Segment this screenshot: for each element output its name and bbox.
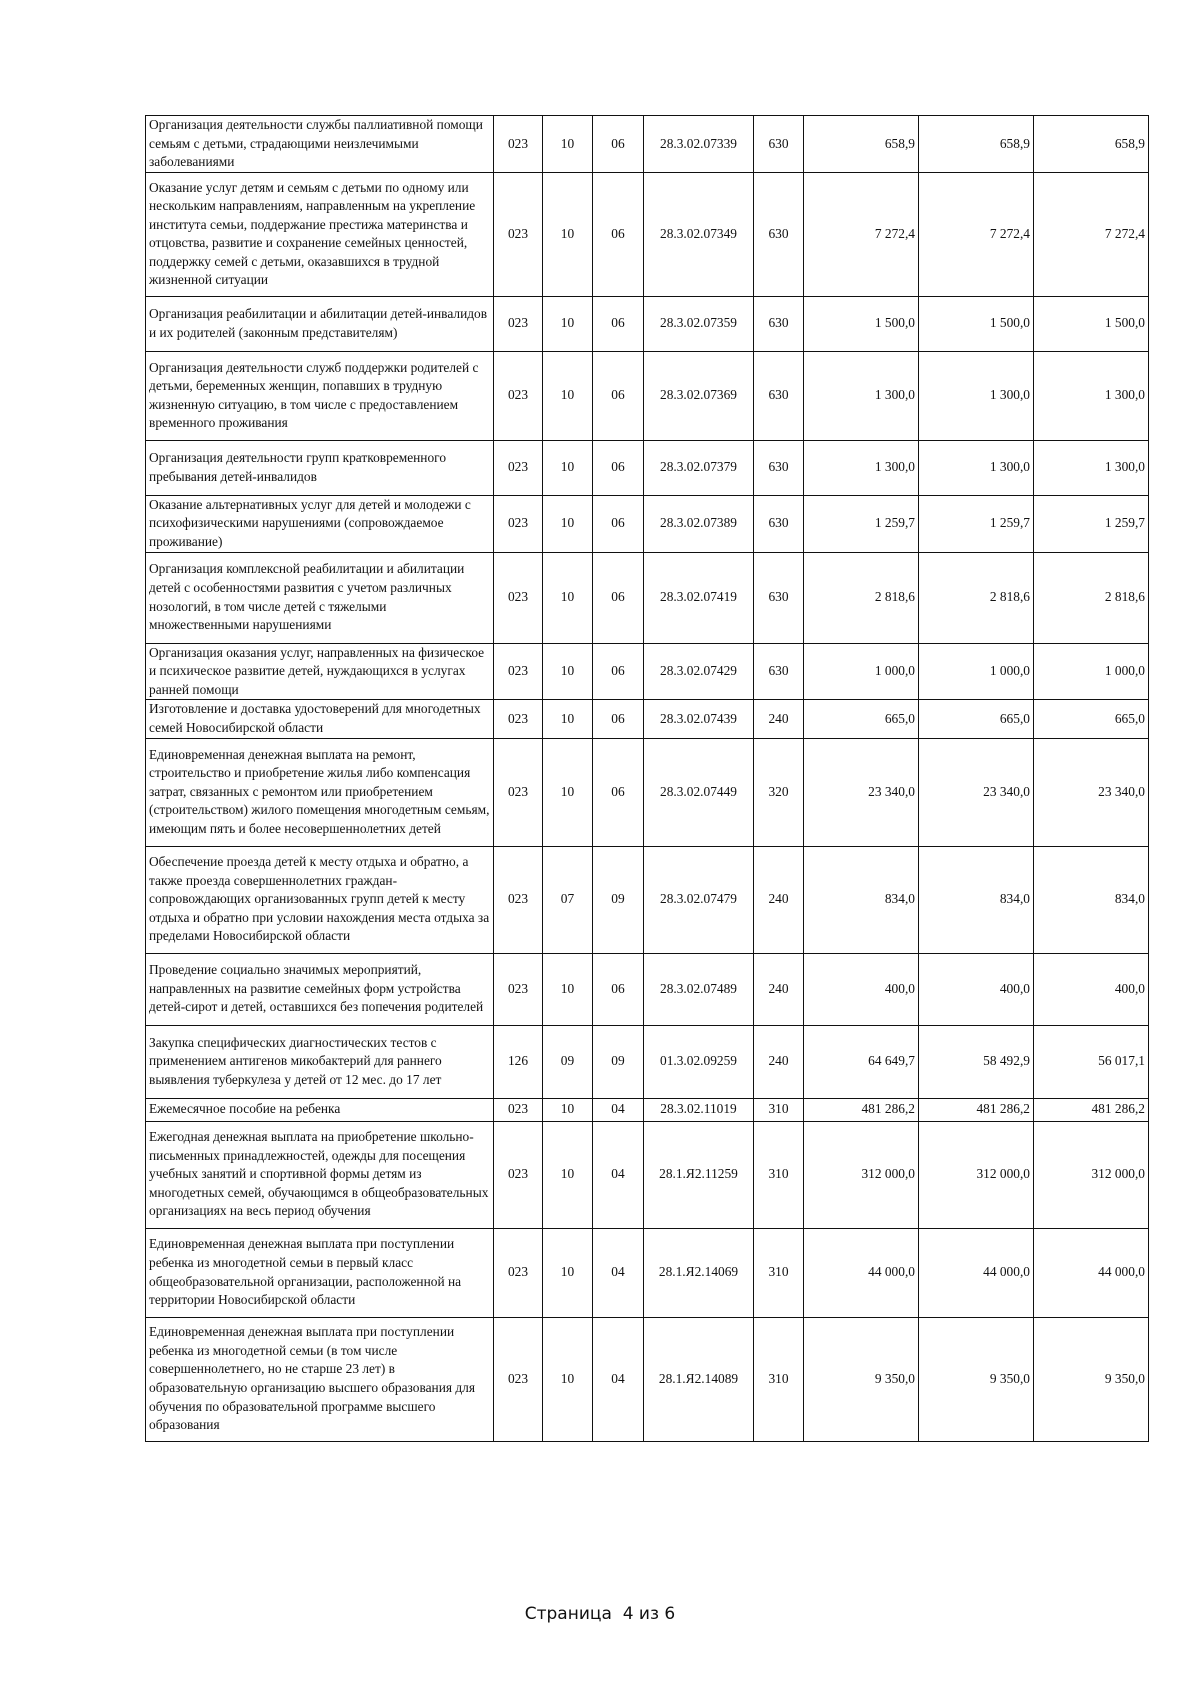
row-expense-type-code: 240 xyxy=(754,700,804,738)
row-amount-2: 9 350,0 xyxy=(919,1317,1034,1441)
row-amount-3: 56 017,1 xyxy=(1034,1025,1149,1098)
table-row xyxy=(146,700,1149,738)
row-amount-1: 64 649,7 xyxy=(804,1025,919,1098)
row-grbs-code: 023 xyxy=(494,296,543,351)
row-section-code: 10 xyxy=(543,351,593,440)
row-grbs-code: 023 xyxy=(494,172,543,296)
row-target-article-code: 28.3.02.07379 xyxy=(644,440,754,495)
row-grbs-code: 023 xyxy=(494,116,543,173)
row-amount-1: 312 000,0 xyxy=(804,1121,919,1228)
row-target-article-code: 28.1.Я2.14069 xyxy=(644,1228,754,1317)
row-grbs-code: 023 xyxy=(494,552,543,643)
row-grbs-code: 023 xyxy=(494,440,543,495)
row-section-code: 10 xyxy=(543,738,593,846)
row-amount-3: 1 000,0 xyxy=(1034,643,1149,700)
row-target-article-code: 28.3.02.07389 xyxy=(644,495,754,552)
row-amount-1: 23 340,0 xyxy=(804,738,919,846)
row-subsection-code: 06 xyxy=(593,738,644,846)
row-subsection-code: 06 xyxy=(593,643,644,700)
row-name: Ежегодная денежная выплата на приобретение школьно-письменных принадлежностей, одежды для посещения учебных занятий и спортивной формы детям из многодетных семей, обучающимся в общеобразовательных организациях на весь период обучения xyxy=(146,1121,494,1228)
row-name: Проведение социально значимых мероприятий, направленных на развитие семейных форм устройства детей-сирот и детей, оставшихся без попечения родителей xyxy=(146,953,494,1025)
row-subsection-code: 09 xyxy=(593,1025,644,1098)
row-amount-3: 1 500,0 xyxy=(1034,296,1149,351)
row-section-code: 10 xyxy=(543,700,593,738)
row-amount-1: 665,0 xyxy=(804,700,919,738)
row-target-article-code: 28.3.02.07449 xyxy=(644,738,754,846)
row-section-code: 10 xyxy=(543,1228,593,1317)
row-grbs-code: 023 xyxy=(494,846,543,953)
row-section-code: 10 xyxy=(543,643,593,700)
row-name: Оказание альтернативных услуг для детей и молодежи с психофизическими нарушениями (сопровождаемое проживание) xyxy=(146,495,494,552)
page-number-label: Страница xyxy=(524,1604,612,1624)
row-amount-3: 23 340,0 xyxy=(1034,738,1149,846)
row-amount-2: 658,9 xyxy=(919,116,1034,173)
row-amount-2: 7 272,4 xyxy=(919,172,1034,296)
row-subsection-code: 04 xyxy=(593,1228,644,1317)
table-row xyxy=(146,440,1149,495)
page-number xyxy=(0,1604,1200,1624)
row-amount-2: 44 000,0 xyxy=(919,1228,1034,1317)
row-subsection-code: 06 xyxy=(593,552,644,643)
row-amount-1: 1 300,0 xyxy=(804,351,919,440)
row-target-article-code: 28.1.Я2.11259 xyxy=(644,1121,754,1228)
row-amount-3: 9 350,0 xyxy=(1034,1317,1149,1441)
row-name: Организация деятельности групп кратковременного пребывания детей-инвалидов xyxy=(146,440,494,495)
row-subsection-code: 09 xyxy=(593,846,644,953)
row-amount-1: 658,9 xyxy=(804,116,919,173)
row-expense-type-code: 630 xyxy=(754,351,804,440)
row-grbs-code: 023 xyxy=(494,953,543,1025)
row-target-article-code: 28.3.02.11019 xyxy=(644,1098,754,1121)
row-name: Организация оказания услуг, направленных на физическое и психическое развитие детей, нуждающихся в услугах ранней помощи xyxy=(146,643,494,700)
row-amount-1: 1 000,0 xyxy=(804,643,919,700)
row-subsection-code: 04 xyxy=(593,1098,644,1121)
row-grbs-code: 023 xyxy=(494,1317,543,1441)
row-section-code: 09 xyxy=(543,1025,593,1098)
row-name: Организация комплексной реабилитации и абилитации детей с особенностями развития с учетом различных нозологий, в том числе детей с тяжелыми множественными нарушениями xyxy=(146,552,494,643)
table-row xyxy=(146,846,1149,953)
row-name: Изготовление и доставка удостоверений для многодетных семей Новосибирской области xyxy=(146,700,494,738)
row-subsection-code: 06 xyxy=(593,440,644,495)
row-expense-type-code: 310 xyxy=(754,1098,804,1121)
row-subsection-code: 04 xyxy=(593,1121,644,1228)
row-section-code: 07 xyxy=(543,846,593,953)
row-expense-type-code: 630 xyxy=(754,440,804,495)
row-name: Единовременная денежная выплата при поступлении ребенка из многодетной семьи в первый класс общеобразовательной организации, расположенной на территории Новосибирской области xyxy=(146,1228,494,1317)
row-name: Ежемесячное пособие на ребенка xyxy=(146,1098,494,1121)
row-section-code: 10 xyxy=(543,296,593,351)
row-amount-1: 44 000,0 xyxy=(804,1228,919,1317)
row-amount-1: 481 286,2 xyxy=(804,1098,919,1121)
row-name: Единовременная денежная выплата при поступлении ребенка из многодетной семьи (в том числе совершеннолетнего, но не старше 23 лет) в образовательную организацию высшего образования для обучения по образовательной программе высшего образования xyxy=(146,1317,494,1441)
row-amount-3: 665,0 xyxy=(1034,700,1149,738)
row-expense-type-code: 240 xyxy=(754,846,804,953)
row-section-code: 10 xyxy=(543,495,593,552)
row-amount-2: 1 500,0 xyxy=(919,296,1034,351)
row-expense-type-code: 310 xyxy=(754,1317,804,1441)
row-target-article-code: 28.3.02.07439 xyxy=(644,700,754,738)
table-row xyxy=(146,1025,1149,1098)
row-amount-3: 834,0 xyxy=(1034,846,1149,953)
row-name: Обеспечение проезда детей к месту отдыха и обратно, а также проезда совершеннолетних граждан-сопровождающих организованных групп детей к месту отдыха и обратно при условии нахождения места отдыха за пределами Новосибирской области xyxy=(146,846,494,953)
row-grbs-code: 023 xyxy=(494,495,543,552)
row-amount-2: 23 340,0 xyxy=(919,738,1034,846)
row-grbs-code: 023 xyxy=(494,351,543,440)
row-name: Организация деятельности служб поддержки родителей с детьми, беременных женщин, попавших в трудную жизненную ситуацию, в том числе с предоставлением временного проживания xyxy=(146,351,494,440)
row-amount-2: 1 300,0 xyxy=(919,440,1034,495)
table-row xyxy=(146,552,1149,643)
row-section-code: 10 xyxy=(543,172,593,296)
row-subsection-code: 06 xyxy=(593,495,644,552)
table-row xyxy=(146,1317,1149,1441)
row-amount-2: 481 286,2 xyxy=(919,1098,1034,1121)
row-name: Организация деятельности службы паллиативной помощи семьям с детьми, страдающими неизлечимыми заболеваниями xyxy=(146,116,494,173)
row-target-article-code: 28.3.02.07419 xyxy=(644,552,754,643)
row-expense-type-code: 630 xyxy=(754,495,804,552)
row-amount-3: 481 286,2 xyxy=(1034,1098,1149,1121)
page-number-current: 4 xyxy=(622,1604,634,1624)
row-section-code: 10 xyxy=(543,1121,593,1228)
row-section-code: 10 xyxy=(543,440,593,495)
row-subsection-code: 06 xyxy=(593,296,644,351)
table-row xyxy=(146,738,1149,846)
row-amount-2: 1 259,7 xyxy=(919,495,1034,552)
row-amount-1: 834,0 xyxy=(804,846,919,953)
table-row xyxy=(146,1098,1149,1121)
row-expense-type-code: 320 xyxy=(754,738,804,846)
row-grbs-code: 023 xyxy=(494,1228,543,1317)
row-name: Оказание услуг детям и семьям с детьми по одному или нескольким направлениям, направленным на укрепление института семьи, поддержание престижа материнства и отцовства, развитие и сохранение семейных ценностей, поддержку семей с детьми, оказавшихся в трудной жизненной ситуации xyxy=(146,172,494,296)
row-amount-1: 7 272,4 xyxy=(804,172,919,296)
table-row xyxy=(146,1228,1149,1317)
row-section-code: 10 xyxy=(543,116,593,173)
page-number-total: 6 xyxy=(664,1604,676,1624)
table-row xyxy=(146,953,1149,1025)
row-expense-type-code: 240 xyxy=(754,953,804,1025)
row-target-article-code: 28.3.02.07429 xyxy=(644,643,754,700)
row-amount-1: 1 500,0 xyxy=(804,296,919,351)
row-grbs-code: 023 xyxy=(494,1121,543,1228)
row-amount-2: 834,0 xyxy=(919,846,1034,953)
row-target-article-code: 28.3.02.07339 xyxy=(644,116,754,173)
row-section-code: 10 xyxy=(543,1098,593,1121)
table-row xyxy=(146,1121,1149,1228)
table-row xyxy=(146,172,1149,296)
row-amount-3: 44 000,0 xyxy=(1034,1228,1149,1317)
row-expense-type-code: 630 xyxy=(754,552,804,643)
row-amount-2: 58 492,9 xyxy=(919,1025,1034,1098)
row-target-article-code: 01.3.02.09259 xyxy=(644,1025,754,1098)
row-section-code: 10 xyxy=(543,1317,593,1441)
row-amount-1: 9 350,0 xyxy=(804,1317,919,1441)
row-subsection-code: 04 xyxy=(593,1317,644,1441)
row-subsection-code: 06 xyxy=(593,953,644,1025)
row-grbs-code: 023 xyxy=(494,738,543,846)
page-number-separator: из xyxy=(638,1604,660,1624)
row-target-article-code: 28.3.02.07489 xyxy=(644,953,754,1025)
row-target-article-code: 28.3.02.07349 xyxy=(644,172,754,296)
table-row xyxy=(146,643,1149,700)
row-amount-2: 312 000,0 xyxy=(919,1121,1034,1228)
row-expense-type-code: 240 xyxy=(754,1025,804,1098)
row-amount-3: 2 818,6 xyxy=(1034,552,1149,643)
row-amount-1: 400,0 xyxy=(804,953,919,1025)
row-target-article-code: 28.3.02.07479 xyxy=(644,846,754,953)
row-expense-type-code: 310 xyxy=(754,1121,804,1228)
row-name: Единовременная денежная выплата на ремонт, строительство и приобретение жилья либо компенсация затрат, связанных с ремонтом или приобретением (строительством) жилого помещения многодетным семьям, имеющим пять и более несовершеннолетних детей xyxy=(146,738,494,846)
row-grbs-code: 023 xyxy=(494,643,543,700)
row-name: Закупка специфических диагностических тестов с применением антигенов микобактерий для раннего выявления туберкулеза у детей от 12 мес. до 17 лет xyxy=(146,1025,494,1098)
row-subsection-code: 06 xyxy=(593,116,644,173)
row-expense-type-code: 630 xyxy=(754,172,804,296)
row-amount-3: 312 000,0 xyxy=(1034,1121,1149,1228)
row-expense-type-code: 630 xyxy=(754,296,804,351)
budget-table xyxy=(145,115,1149,1442)
row-target-article-code: 28.1.Я2.14089 xyxy=(644,1317,754,1441)
table-row xyxy=(146,351,1149,440)
row-amount-3: 1 259,7 xyxy=(1034,495,1149,552)
row-amount-2: 665,0 xyxy=(919,700,1034,738)
row-amount-3: 658,9 xyxy=(1034,116,1149,173)
table-row xyxy=(146,296,1149,351)
row-target-article-code: 28.3.02.07369 xyxy=(644,351,754,440)
row-amount-3: 7 272,4 xyxy=(1034,172,1149,296)
row-target-article-code: 28.3.02.07359 xyxy=(644,296,754,351)
row-amount-1: 1 300,0 xyxy=(804,440,919,495)
row-amount-1: 2 818,6 xyxy=(804,552,919,643)
row-expense-type-code: 630 xyxy=(754,116,804,173)
row-amount-2: 1 000,0 xyxy=(919,643,1034,700)
row-amount-2: 400,0 xyxy=(919,953,1034,1025)
row-grbs-code: 023 xyxy=(494,1098,543,1121)
budget-table-body xyxy=(146,116,1149,1442)
row-expense-type-code: 310 xyxy=(754,1228,804,1317)
row-expense-type-code: 630 xyxy=(754,643,804,700)
row-name: Организация реабилитации и абилитации детей-инвалидов и их родителей (законным представителям) xyxy=(146,296,494,351)
row-amount-2: 2 818,6 xyxy=(919,552,1034,643)
row-subsection-code: 06 xyxy=(593,700,644,738)
row-amount-3: 400,0 xyxy=(1034,953,1149,1025)
table-row xyxy=(146,116,1149,173)
table-row xyxy=(146,495,1149,552)
row-amount-2: 1 300,0 xyxy=(919,351,1034,440)
row-grbs-code: 023 xyxy=(494,700,543,738)
row-subsection-code: 06 xyxy=(593,172,644,296)
row-amount-3: 1 300,0 xyxy=(1034,440,1149,495)
row-amount-1: 1 259,7 xyxy=(804,495,919,552)
row-subsection-code: 06 xyxy=(593,351,644,440)
row-grbs-code: 126 xyxy=(494,1025,543,1098)
row-section-code: 10 xyxy=(543,552,593,643)
row-section-code: 10 xyxy=(543,953,593,1025)
row-amount-3: 1 300,0 xyxy=(1034,351,1149,440)
